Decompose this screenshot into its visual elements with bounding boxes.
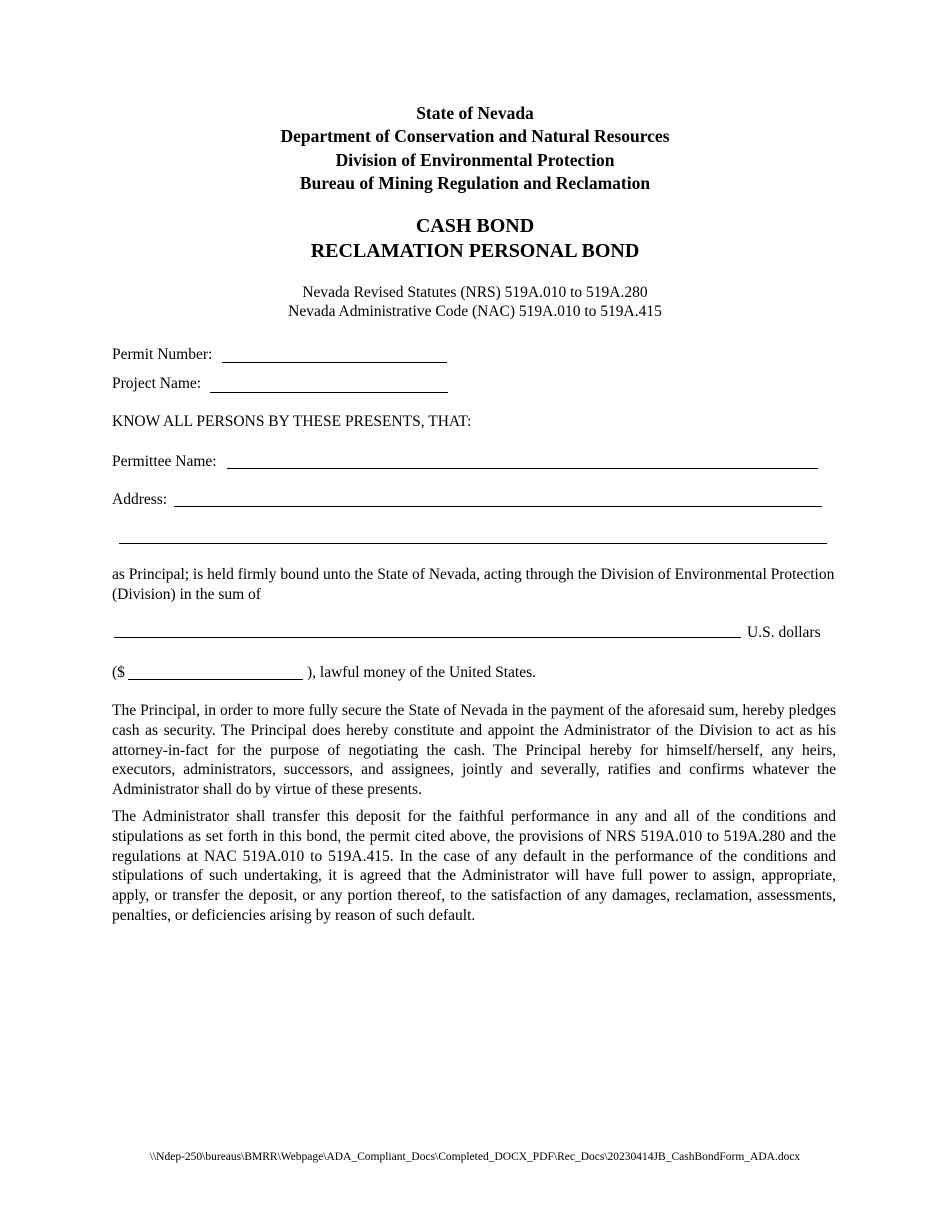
division-heading: Division of Environmental Protection xyxy=(335,149,615,170)
state-heading: State of Nevada xyxy=(416,103,534,123)
know-all-persons-text: KNOW ALL PERSONS BY THESE PRESENTS, THAT: xyxy=(112,413,472,430)
department-heading: Department of Conservation and Natural Resources xyxy=(280,126,670,147)
amount-prefix: ($ xyxy=(112,664,125,681)
title-line-1: CASH BOND xyxy=(415,215,535,237)
permit-number-label: Permit Number: xyxy=(112,346,213,363)
administrator-paragraph: The Administrator shall transfer this deposit for the faithful performance in any and all of the conditions and stipulations as set forth in this bond, the permit cited above, the provisions of NRS 519A.010 to 519A.280 and the regulations at NAC 519A.010 to 519A.415. In the case of any default in the performance of the conditions and stipulations of such undertaking, it is agreed that the Administrator will have full power to assign, appropriate, apply, or transfer the deposit, or any portion thereof, to the satisfaction of any damages, reclamation, assessments, penalties, or deficiencies arising by reason of such default. xyxy=(112,808,836,924)
permit-number-field[interactable] xyxy=(222,362,447,363)
permittee-name-label: Permittee Name: xyxy=(112,453,217,470)
amount-suffix: ), lawful money of the United States. xyxy=(307,664,537,681)
permittee-name-field[interactable] xyxy=(227,468,818,469)
us-dollars-label: U.S. dollars xyxy=(747,624,821,641)
footer-file-path: \\Ndep-250\bureaus\BMRR\Webpage\ADA_Compliant_Docs\Completed_DOCX_PDF\Rec_Docs\20230414JB_CashBondForm_ADA.docx xyxy=(149,1151,801,1163)
pledge-paragraph: The Principal, in order to more fully secure the State of Nevada in the payment of the aforesaid sum, hereby pledges cash as security. The Principal does hereby constitute and appoint the Administrator of the Division to act as his attorney-in-fact for the purpose of negotiating the cash. The Principal hereby for himself/herself, any heirs, executors, administrators, successors, and assignees, jointly and severally, ratifies and confirms whatever the Administrator shall do by virtue of these presents. xyxy=(112,702,836,799)
principal-intro-text: as Principal; is held firmly bound unto the State of Nevada, acting through the Division of Environmental Protection (Division) in the sum of xyxy=(112,566,835,603)
form-title xyxy=(0,214,950,264)
amount-words-field[interactable] xyxy=(114,637,741,638)
amount-numeric-field[interactable] xyxy=(128,679,303,680)
project-name-label: Project Name: xyxy=(112,375,202,392)
nrs-reference: Nevada Revised Statutes (NRS) 519A.010 to 519A.280 xyxy=(302,284,648,301)
statute-references xyxy=(0,283,950,321)
project-name-field[interactable] xyxy=(210,392,448,393)
address-line-2-field[interactable] xyxy=(119,543,827,544)
address-label: Address: xyxy=(112,491,168,508)
nac-reference: Nevada Administrative Code (NAC) 519A.010 to 519A.415 xyxy=(288,303,662,320)
agency-header xyxy=(0,102,950,195)
address-line-1-field[interactable] xyxy=(174,506,822,507)
title-line-2: RECLAMATION PERSONAL BOND xyxy=(310,240,640,262)
bureau-heading: Bureau of Mining Regulation and Reclamation xyxy=(299,172,651,193)
